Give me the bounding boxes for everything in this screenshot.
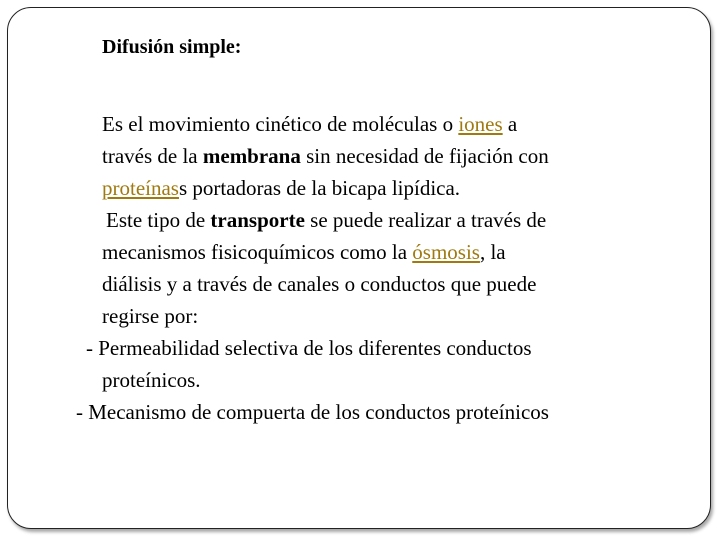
line-3 bbox=[80, 172, 690, 204]
bold-membrana: membrana bbox=[202, 144, 301, 168]
text-span: Es el movimiento cinético de moléculas o bbox=[102, 112, 459, 136]
link-osmosis[interactable]: ósmosis bbox=[412, 240, 480, 264]
line-1 bbox=[80, 108, 690, 140]
line-6: diálisis y a través de canales o conductos que puede bbox=[102, 272, 537, 296]
line-7: regirse por: bbox=[102, 304, 199, 328]
line-9: proteínicos. bbox=[102, 368, 201, 392]
text-span: sin necesidad de fijación con bbox=[300, 144, 549, 168]
text-span: s portadoras de la bicapa lipídica. bbox=[178, 176, 461, 200]
line-5 bbox=[80, 236, 690, 268]
text-span: Este tipo de bbox=[106, 208, 211, 232]
line-4 bbox=[80, 204, 690, 236]
title-text: Difusión simple: bbox=[102, 36, 242, 58]
line-8: - Permeabilidad selectiva de los diferentes conductos bbox=[86, 336, 532, 360]
text-span: , la bbox=[479, 240, 506, 264]
link-proteinas[interactable]: proteínas bbox=[102, 176, 179, 200]
line-10: - Mecanismo de compuerta de los conductos proteínicos bbox=[76, 400, 549, 424]
body-text bbox=[76, 108, 690, 428]
text-span: se puede realizar a través de bbox=[304, 208, 547, 232]
line-2 bbox=[80, 140, 690, 172]
text-span: mecanismos fisicoquímicos como la bbox=[102, 240, 413, 264]
text-span: través de la bbox=[102, 144, 203, 168]
bold-transporte: transporte bbox=[210, 208, 305, 232]
link-iones[interactable]: iones bbox=[458, 112, 503, 136]
text-span: a bbox=[502, 112, 518, 136]
slide-title bbox=[80, 36, 241, 59]
